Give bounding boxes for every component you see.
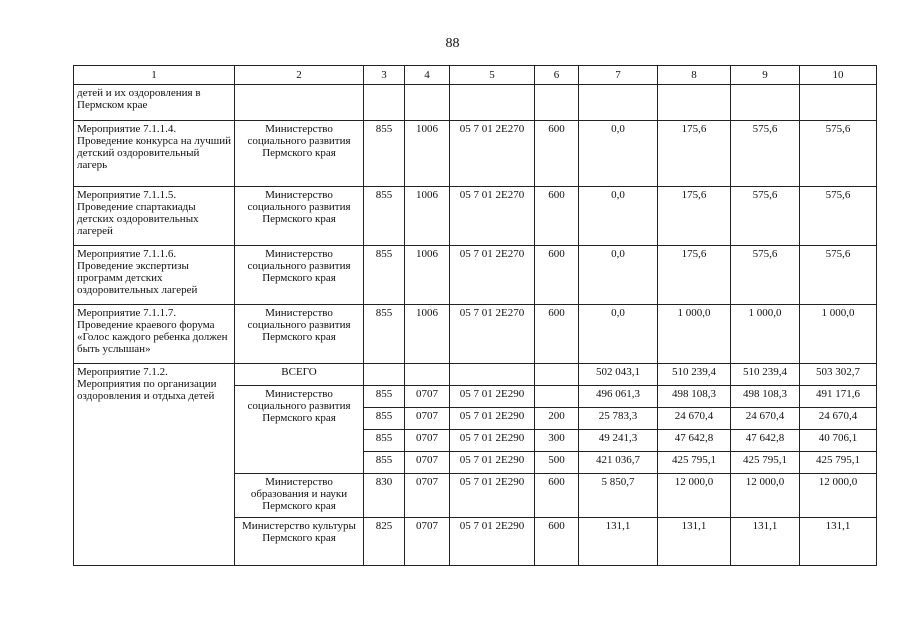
cell: 575,6 [800,187,877,246]
cell: 1 000,0 [731,305,800,364]
event-name: Мероприятие 7.1.1.5. Проведение спартакиады детских оздоровительных лагерей [74,187,235,246]
page-number: 88 [445,36,460,51]
cell: 425 795,1 [658,452,731,474]
cell: 830 [364,474,405,518]
cell: 05 7 01 2Е270 [450,246,535,305]
cell: 131,1 [731,518,800,566]
budget-table [73,65,877,566]
cell: 1006 [405,305,450,364]
cell: 12 000,0 [731,474,800,518]
col-header: 4 [405,66,450,85]
cell: 575,6 [731,187,800,246]
ministry-name: Министерство социального развития Пермского края [235,187,364,246]
table-row [74,85,877,121]
cell: 131,1 [800,518,877,566]
cell: 510 239,4 [731,364,800,386]
cell: 05 7 01 2Е290 [450,518,535,566]
col-header: 2 [235,66,364,85]
cell: 491 171,6 [800,386,877,408]
cell: 575,6 [731,121,800,187]
cell: 425 795,1 [731,452,800,474]
cell: 05 7 01 2Е290 [450,386,535,408]
cell: 200 [535,408,579,430]
cell: 175,6 [658,187,731,246]
event-name: Мероприятие 7.1.2. Мероприятия по организации оздоровления и отдыха детей [74,364,235,566]
ministry-name: Министерство социального развития Пермского края [235,246,364,305]
cell: 24 670,4 [658,408,731,430]
cell: 24 670,4 [800,408,877,430]
cell: 825 [364,518,405,566]
table-header-row [74,66,877,85]
table-row [74,187,877,246]
cell: 0707 [405,474,450,518]
cell: 05 7 01 2Е270 [450,121,535,187]
col-header: 6 [535,66,579,85]
cell: 600 [535,121,579,187]
table-row [74,121,877,187]
cell: 855 [364,187,405,246]
cell: 175,6 [658,246,731,305]
cell: 1 000,0 [658,305,731,364]
table-row-total [74,364,877,386]
cell: 5 850,7 [579,474,658,518]
cell: 421 036,7 [579,452,658,474]
cell: 0707 [405,386,450,408]
col-header: 8 [658,66,731,85]
cell: 0,0 [579,305,658,364]
cell: 855 [364,305,405,364]
cell: 49 241,3 [579,430,658,452]
cell: 1006 [405,121,450,187]
cell: 1 000,0 [800,305,877,364]
ministry-name: Министерство образования и науки Пермского края [235,474,364,518]
cell: 0707 [405,452,450,474]
cell: 47 642,8 [658,430,731,452]
cell: 600 [535,246,579,305]
event-name-continued: детей и их оздоровления в Пермском крае [74,85,235,121]
cell: 0707 [405,518,450,566]
ministry-name: Министерство социального развития Пермского края [235,305,364,364]
cell: 575,6 [800,121,877,187]
cell: 855 [364,386,405,408]
cell: 425 795,1 [800,452,877,474]
col-header: 7 [579,66,658,85]
cell: 496 061,3 [579,386,658,408]
col-header: 5 [450,66,535,85]
total-label: ВСЕГО [235,364,364,386]
cell: 131,1 [658,518,731,566]
col-header: 1 [74,66,235,85]
cell: 131,1 [579,518,658,566]
cell: 575,6 [800,246,877,305]
cell: 500 [535,452,579,474]
cell: 502 043,1 [579,364,658,386]
cell: 0707 [405,408,450,430]
cell: 0,0 [579,246,658,305]
cell: 0707 [405,430,450,452]
cell: 600 [535,187,579,246]
cell: 0,0 [579,121,658,187]
cell: 855 [364,121,405,187]
cell: 175,6 [658,121,731,187]
cell: 05 7 01 2Е290 [450,408,535,430]
cell: 1006 [405,187,450,246]
cell: 05 7 01 2Е290 [450,430,535,452]
cell: 600 [535,305,579,364]
cell: 300 [535,430,579,452]
col-header: 3 [364,66,405,85]
cell: 0,0 [579,187,658,246]
cell: 05 7 01 2Е290 [450,452,535,474]
cell: 600 [535,474,579,518]
cell [535,386,579,408]
col-header: 10 [800,66,877,85]
cell: 24 670,4 [731,408,800,430]
ministry-name: Министерство социального развития Пермского края [235,386,364,474]
cell: 510 239,4 [658,364,731,386]
event-name: Мероприятие 7.1.1.4. Проведение конкурса на лучший детский оздоровительный лагерь [74,121,235,187]
col-header: 9 [731,66,800,85]
cell: 1006 [405,246,450,305]
cell: 575,6 [731,246,800,305]
cell: 12 000,0 [800,474,877,518]
cell: 855 [364,430,405,452]
cell: 498 108,3 [658,386,731,408]
ministry-name: Министерство культуры Пермского края [235,518,364,566]
cell: 25 783,3 [579,408,658,430]
cell: 05 7 01 2Е270 [450,187,535,246]
table-row [74,246,877,305]
cell: 47 642,8 [731,430,800,452]
cell: 12 000,0 [658,474,731,518]
cell: 855 [364,452,405,474]
cell: 05 7 01 2Е290 [450,474,535,518]
cell: 855 [364,408,405,430]
cell: 05 7 01 2Е270 [450,305,535,364]
cell: 600 [535,518,579,566]
cell: 503 302,7 [800,364,877,386]
ministry-name: Министерство социального развития Пермского края [235,121,364,187]
cell: 855 [364,246,405,305]
event-name: Мероприятие 7.1.1.6. Проведение экспертизы программ детских оздоровительных лагерей [74,246,235,305]
cell: 498 108,3 [731,386,800,408]
event-name: Мероприятие 7.1.1.7. Проведение краевого форума «Голос каждого ребенка должен быть услышан» [74,305,235,364]
table-row [74,305,877,364]
cell: 40 706,1 [800,430,877,452]
